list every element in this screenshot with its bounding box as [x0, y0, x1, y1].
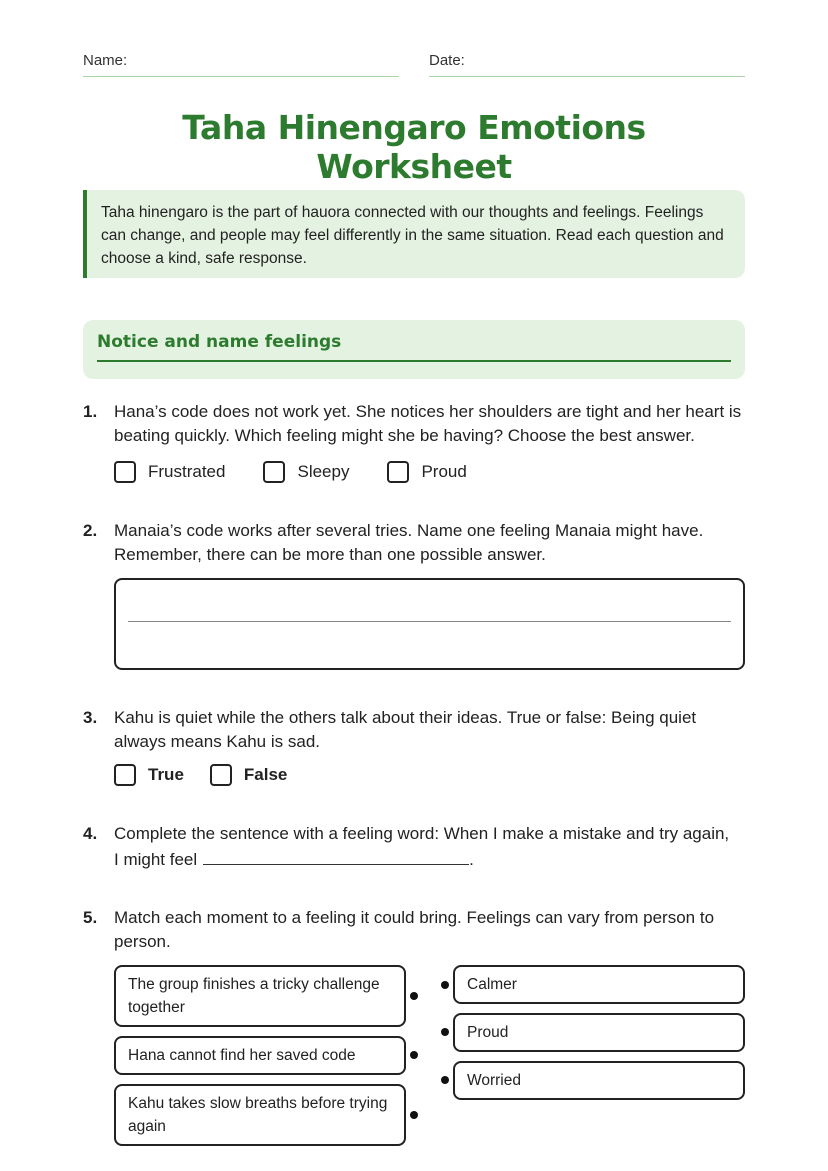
- match-moment[interactable]: Hana cannot find her saved code: [114, 1036, 406, 1075]
- sentence-start: I might feel: [114, 850, 198, 869]
- question-5: [83, 906, 745, 956]
- checkbox[interactable]: [210, 764, 232, 786]
- option-false[interactable]: [210, 763, 287, 787]
- match-dot[interactable]: [441, 981, 449, 989]
- option-label: False: [243, 765, 288, 784]
- option-proud[interactable]: [387, 460, 466, 484]
- question-text: [114, 822, 746, 872]
- option-label: True: [148, 765, 184, 784]
- question-text: Manaia’s code works after several tries. Name one feeling Manaia might have. Remember, there can be more than one possible answer.: [114, 521, 704, 564]
- match-moment[interactable]: Kahu takes slow breaths before trying again: [114, 1084, 406, 1146]
- option-label: Frustrated: [148, 462, 226, 481]
- section-header: [83, 320, 745, 379]
- worksheet-title: Taha Hinengaro Emotions Worksheet: [182, 108, 646, 186]
- question-1: [83, 400, 745, 496]
- question-number: 3.: [83, 708, 98, 727]
- question-text: Match each moment to a feeling it could bring. Feelings can vary from person to person.: [114, 908, 715, 951]
- match-dot[interactable]: [410, 1051, 418, 1059]
- match-feeling[interactable]: Proud: [453, 1013, 745, 1052]
- date-label: Date:: [429, 52, 465, 69]
- match-dot[interactable]: [410, 992, 418, 1000]
- question-number: 4.: [83, 824, 98, 843]
- question-4: [83, 822, 745, 872]
- name-label: Name:: [83, 52, 128, 69]
- question-text-line: Complete the sentence with a feeling word: When I make a mistake and try again,: [114, 824, 730, 843]
- question-number: 5.: [83, 908, 98, 927]
- date-field[interactable]: [429, 52, 745, 77]
- checkbox[interactable]: [114, 764, 136, 786]
- match-dot[interactable]: [441, 1028, 449, 1036]
- answer-line: [128, 621, 731, 622]
- checkbox[interactable]: [387, 461, 409, 483]
- match-feeling[interactable]: Worried: [453, 1061, 745, 1100]
- question-number: 2.: [83, 521, 98, 540]
- option-label: Proud: [421, 462, 467, 481]
- option-frustrated[interactable]: [114, 460, 225, 484]
- question-text: Hana’s code does not work yet. She notices her shoulders are tight and her heart is beating quickly. Which feeling might she be having? Choose the best answer.: [114, 402, 742, 445]
- match-dot[interactable]: [441, 1076, 449, 1084]
- fill-in-blank[interactable]: [203, 846, 469, 865]
- section-title: Notice and name feelings: [97, 332, 731, 362]
- option-sleepy[interactable]: [263, 460, 349, 484]
- question-text: Kahu is quiet while the others talk about their ideas. True or false: Being quiet always means Kahu is sad.: [114, 708, 697, 751]
- question-text-line: [114, 846, 746, 872]
- match-moment[interactable]: The group finishes a tricky challenge together: [114, 965, 406, 1027]
- checkbox[interactable]: [114, 461, 136, 483]
- q1-options: [114, 460, 505, 484]
- answer-box[interactable]: [114, 578, 745, 670]
- checkbox[interactable]: [263, 461, 285, 483]
- intro-callout: Taha hinengaro is the part of hauora connected with our thoughts and feelings. Feelings can change, and people may feel differently in the same situation. Read each question and choose a kind, safe response.: [83, 190, 745, 278]
- sentence-end: .: [469, 850, 474, 869]
- question-3: [83, 706, 745, 790]
- question-2: [83, 519, 745, 569]
- option-label: Sleepy: [297, 462, 350, 481]
- question-number: 1.: [83, 402, 98, 421]
- name-field[interactable]: [83, 52, 399, 77]
- match-dot[interactable]: [410, 1111, 418, 1119]
- option-true[interactable]: [114, 763, 184, 787]
- match-feeling[interactable]: Calmer: [453, 965, 745, 1004]
- q3-options: [114, 763, 313, 787]
